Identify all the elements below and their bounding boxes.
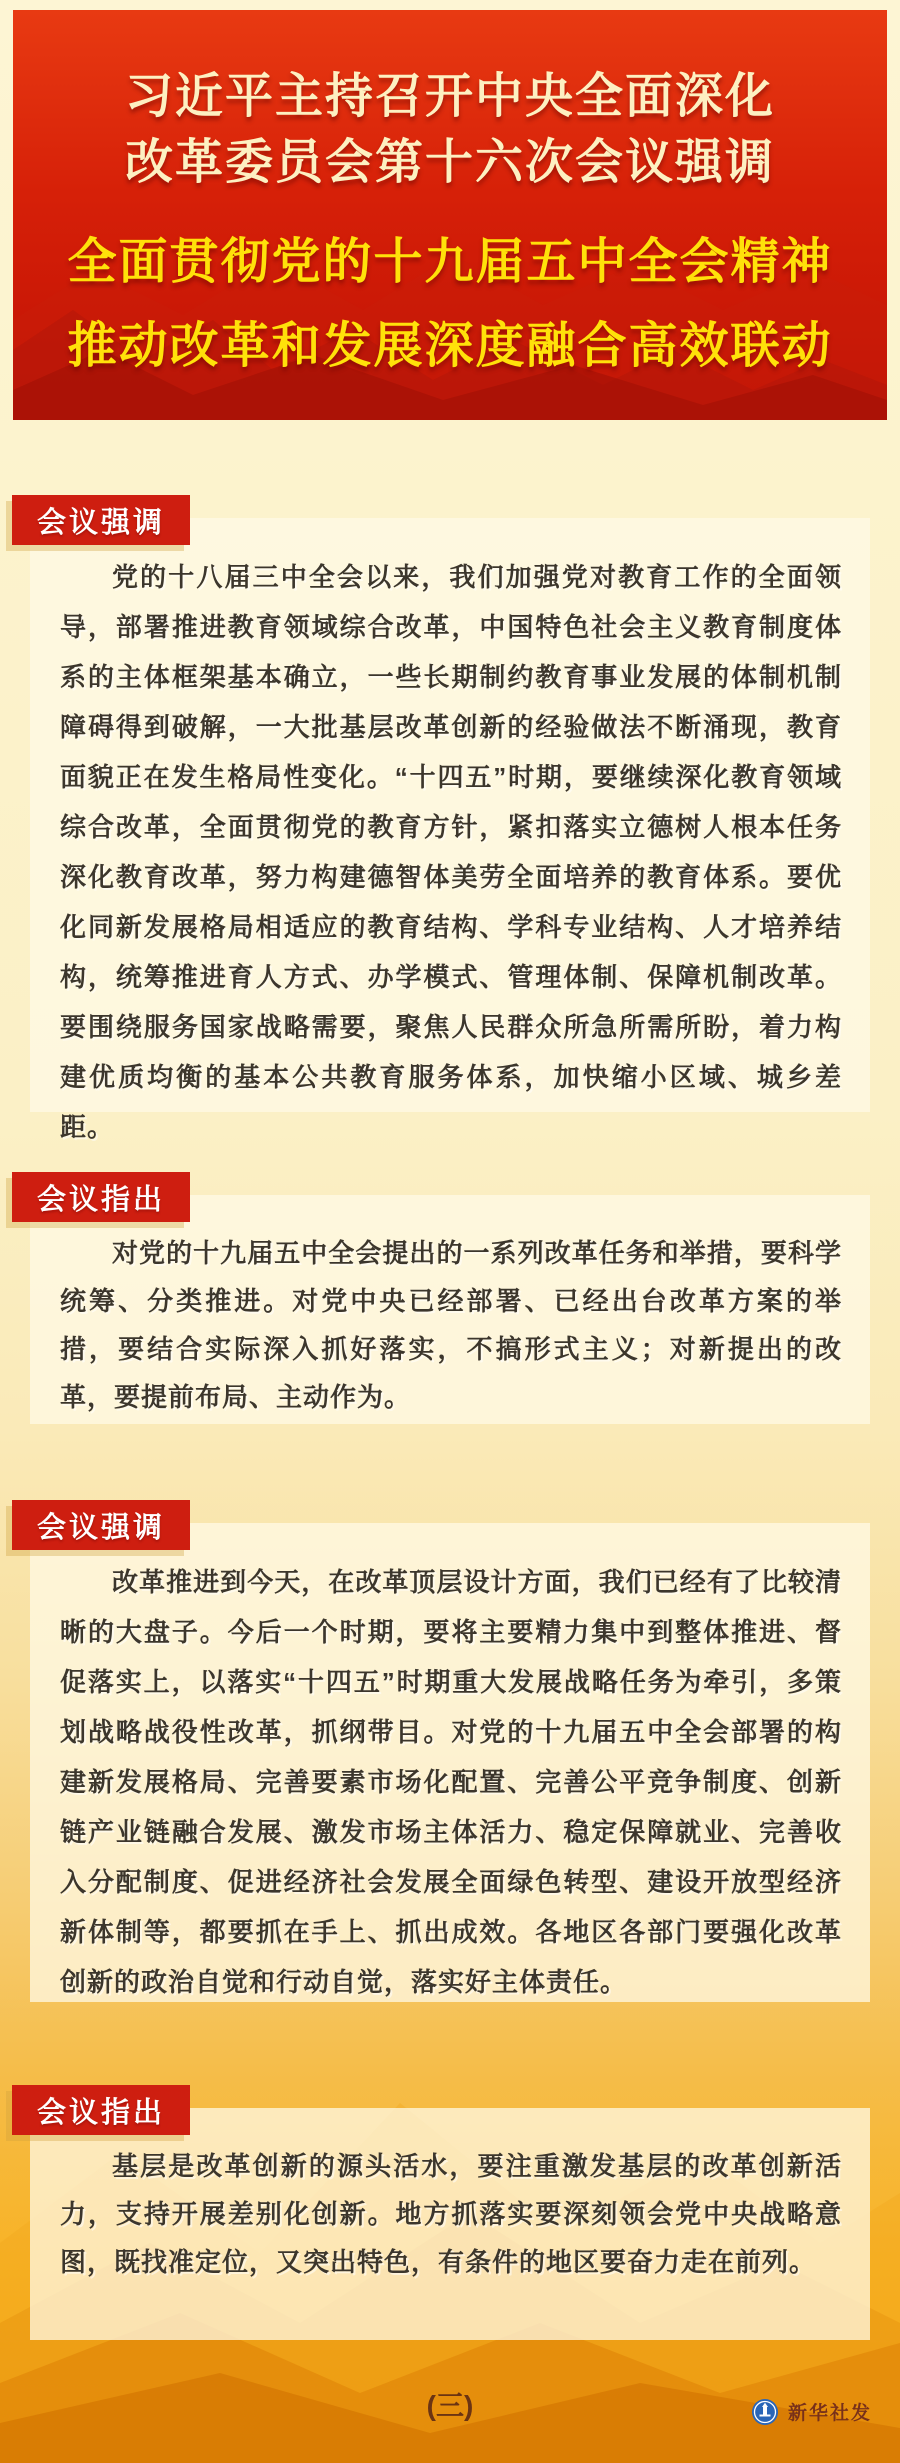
section-badge (12, 2085, 190, 2135)
section-paragraph: 对党的十九届五中全会提出的一系列改革任务和举措，要科学统筹、分类推进。对党中央已经部署、已经出台改革方案的举措，要结合实际深入抓好落实，不搞形式主义；对新提出的改革，要提前布局、主动作为。 (60, 1238, 842, 1412)
page-number: (三) (426, 2390, 474, 2421)
section-text-box (30, 1195, 870, 1424)
section-paragraph: 党的十八届三中全会以来，我们加强党对教育工作的全面领导，部署推进教育领域综合改革，中国特色社会主义教育制度体系的主体框架基本确立，一些长期制约教育事业发展的体制机制障碍得到破解，一大批基层改革创新的经验做法不断涌现，教育面貌正在发生格局性变化。“十四五”时期，要继续深化教育领域综合改革，全面贯彻党的教育方针，紧扣落实立德树人根本任务深化教育改革，努力构建德智体美劳全面培养的教育体系。要优化同新发展格局相适应的教育结构、学科专业结构、人才培养结构，统筹推进育人方式、办学模式、管理体制、保障机制改革。要围绕服务国家战略需要，聚焦人民群众所急所需所盼，着力构建优质均衡的基本公共教育服务体系，加快缩小区域、城乡差距。 (60, 562, 842, 1142)
xinhua-logo-icon (752, 2399, 778, 2425)
headline-line-1: 习近平主持召开中央全面深化 (124, 70, 775, 123)
badge-label: 会议强调 (36, 1511, 165, 1544)
section-badge (12, 1500, 190, 1550)
headline (13, 10, 887, 196)
subheadline-line-2: 推动改革和发展深度融合高效联动 (67, 319, 833, 373)
badge-label: 会议强调 (36, 506, 165, 539)
section-paragraph: 基层是改革创新的源头活水，要注重激发基层的改革创新活力，支持开展差别化创新。地方抓落实要深刻领会党中央战略意图，既找准定位，又突出特色，有条件的地区要奋力走在前列。 (60, 2151, 842, 2277)
section-text-box (30, 518, 870, 1142)
subheadline (13, 220, 887, 388)
agency-credit (752, 2398, 872, 2425)
headline-line-2: 改革委员会第十六次会议强调 (124, 136, 775, 189)
section-badge (12, 495, 190, 545)
section-text-box (30, 2108, 870, 2340)
subheadline-line-1: 全面贯彻党的十九届五中全会精神 (67, 235, 833, 289)
section-text-box (30, 1523, 870, 2002)
section-badge (12, 1172, 190, 1222)
title-banner (13, 10, 887, 420)
credit-text: 新华社发 (788, 2403, 873, 2424)
badge-label: 会议指出 (36, 2096, 165, 2129)
badge-label: 会议指出 (36, 1183, 165, 1216)
section-paragraph: 改革推进到今天，在改革顶层设计方面，我们已经有了比较清晰的大盘子。今后一个时期，要将主要精力集中到整体推进、督促落实上，以落实“十四五”时期重大发展战略任务为牵引，多策划战略战役性改革，抓纲带目。对党的十九届五中全会部署的构建新发展格局、完善要素市场化配置、完善公平竞争制度、创新链产业链融合发展、激发市场主体活力、稳定保障就业、完善收入分配制度、促进经济社会发展全面绿色转型、建设开放型经济新体制等，都要抓在手上、抓出成效。各地区各部门要强化改革创新的政治自觉和行动自觉，落实好主体责任。 (60, 1567, 842, 1997)
